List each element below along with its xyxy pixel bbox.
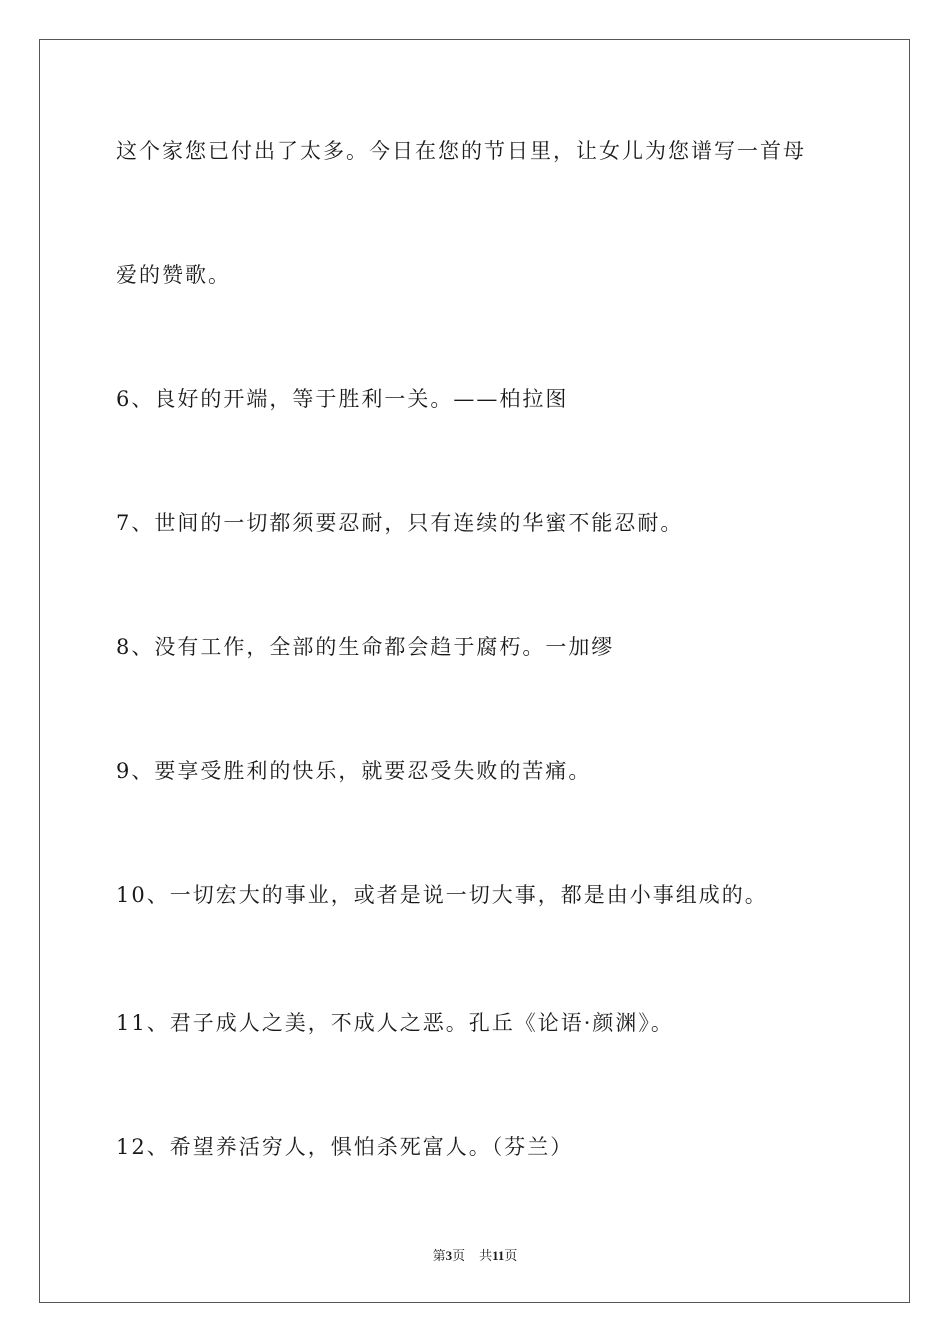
total-suffix: 页 xyxy=(504,1248,518,1263)
page-suffix: 页 xyxy=(452,1248,466,1263)
quote-12: 12、希望养活穷人，惧怕杀死富人。（芬兰） xyxy=(116,1135,574,1159)
quote-11: 11、君子成人之美，不成人之恶。孔丘《论语·颜渊》。 xyxy=(116,1011,674,1035)
quote-6: 6、良好的开端，等于胜利一关。——柏拉图 xyxy=(116,387,569,411)
page-number: 3 xyxy=(445,1248,453,1263)
total-prefix: 共 xyxy=(479,1248,493,1263)
quote-7: 7、世间的一切都须要忍耐，只有连续的华蜜不能忍耐。 xyxy=(116,511,684,535)
quote-8: 8、没有工作，全部的生命都会趋于腐朽。一加缪 xyxy=(116,635,615,659)
total-pages: 11 xyxy=(492,1248,505,1263)
text-line: 爱的赞歌。 xyxy=(116,263,231,287)
quote-9: 9、要享受胜利的快乐，就要忍受失败的苦痛。 xyxy=(116,759,592,783)
page-footer xyxy=(0,1248,950,1264)
quote-10: 10、一切宏大的事业，或者是说一切大事，都是由小事组成的。 xyxy=(116,883,768,907)
page-border xyxy=(39,39,910,1303)
page-prefix: 第 xyxy=(432,1248,446,1263)
text-line: 这个家您已付出了太多。今日在您的节日里，让女儿为您谱写一首母 xyxy=(116,139,806,163)
